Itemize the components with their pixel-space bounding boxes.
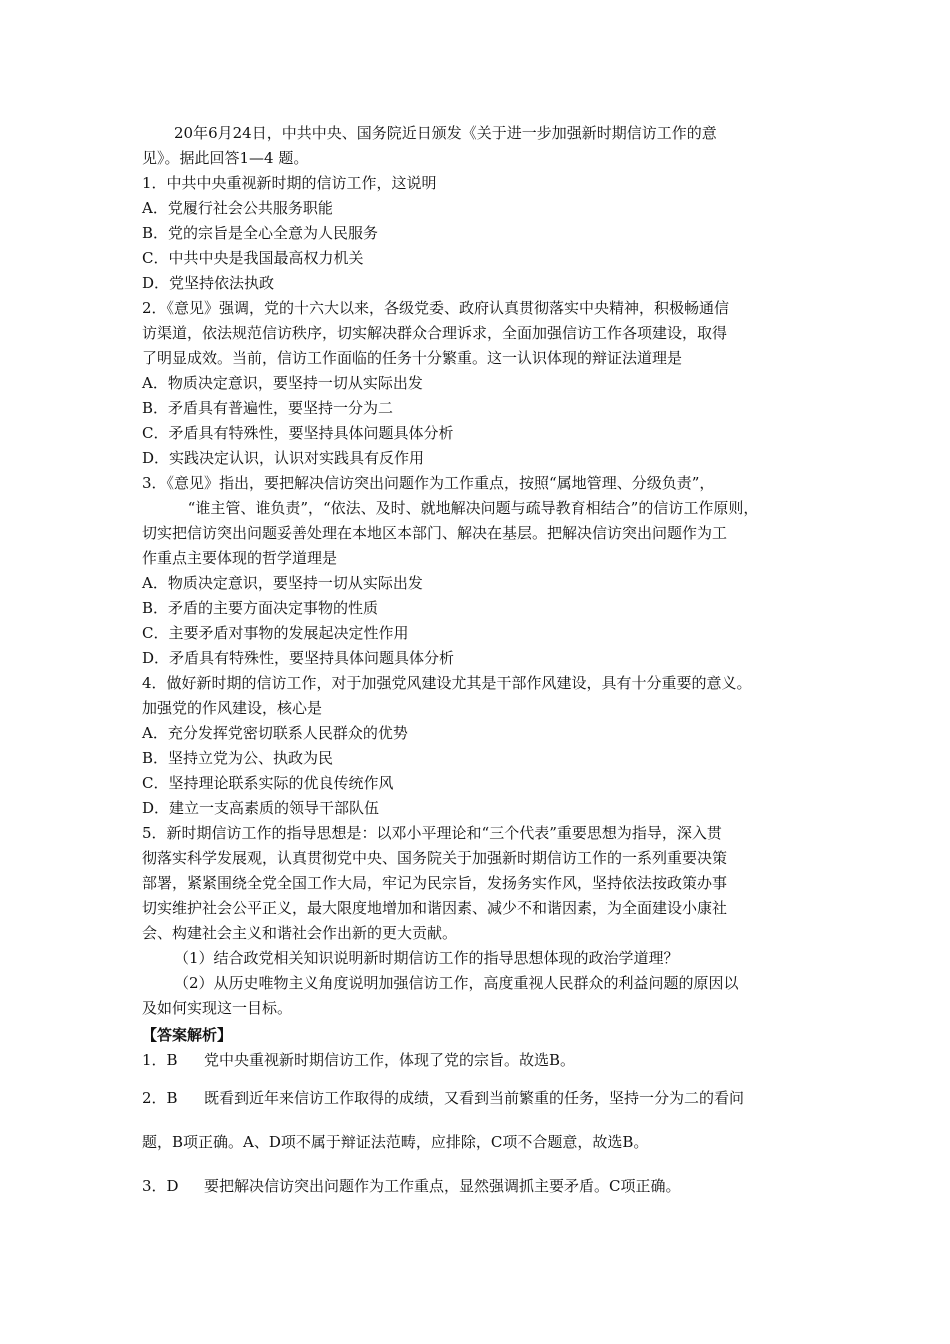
sub-question-1: （1）结合政党相关知识说明新时期信访工作的指导思想体现的政治学道理？ (174, 949, 679, 967)
intro-line-2: 见》。据此回答1—4 题。 (142, 149, 309, 167)
question-stem: 作重点主要体现的哲学道理是 (142, 549, 338, 567)
option-a: A．物质决定意识，要坚持一切从实际出发 (142, 374, 423, 392)
option-c: C．主要矛盾对事物的发展起决定性作用 (142, 624, 409, 642)
answer-2-cont: 题，B项正确。A、D项不属于辩证法范畴，应排除，C项不合题意，故选B。 (142, 1133, 649, 1151)
option-d: D．建立一支高素质的领导干部队伍 (142, 799, 380, 817)
question-1 (142, 171, 804, 296)
answer-1 (142, 1048, 804, 1073)
question-5 (142, 821, 804, 1021)
answer-number: 1．B (142, 1051, 178, 1069)
sub-question-2: （2）从历史唯物主义角度说明加强信访工作，高度重视人民群众的利益问题的原因以 (174, 974, 739, 992)
question-stem: 加强党的作风建设，核心是 (142, 699, 323, 717)
option-d: D．实践决定认识，认识对实践具有反作用 (142, 449, 425, 467)
option-a: A．充分发挥党密切联系人民群众的优势 (142, 724, 408, 742)
intro-line-1: 20年6月24日，中共中央、国务院近日颁发《关于进一步加强新时期信访工作的意 (174, 124, 717, 142)
option-b: B．矛盾的主要方面决定事物的性质 (142, 599, 379, 617)
question-stem: 部署，紧紧围绕全党全国工作大局，牢记为民宗旨，发扬务实作风，坚持依法按政策办事 (142, 874, 728, 892)
answer-number: 2．B (142, 1089, 178, 1107)
option-d: D．党坚持依法执政 (142, 274, 275, 292)
question-stem: “谁主管、谁负责”，“依法、及时、就地解决问题与疏导教育相结合”的信访工作原则， (187, 499, 759, 517)
answer-3 (142, 1174, 804, 1199)
question-stem: 访渠道，依法规范信访秩序，切实解决群众合理诉求，全面加强信访工作各项建设，取得 (142, 324, 728, 342)
question-stem: 了明显成效。当前，信访工作面临的任务十分繁重。这一认识体现的辩证法道理是 (142, 349, 683, 367)
question-stem: 切实维护社会公平正义，最大限度地增加和谐因素、减少不和谐因素，为全面建设小康社 (142, 899, 728, 917)
option-b: B．坚持立党为公、执政为民 (142, 749, 334, 767)
answer-text: 党中央重视新时期信访工作，体现了党的宗旨。故选B。 (204, 1051, 576, 1069)
question-stem: 切实把信访突出问题妥善处理在本地区本部门、解决在基层。把解决信访突出问题作为工 (142, 524, 728, 542)
option-a: A．党履行社会公共服务职能 (142, 199, 333, 217)
option-c: C．坚持理论联系实际的优良传统作风 (142, 774, 394, 792)
question-4 (142, 671, 804, 821)
answer-2 (142, 1086, 804, 1111)
answer-text: 既看到近年来信访工作取得的成绩，又看到当前繁重的任务，坚持一分为二的看问 (204, 1089, 745, 1107)
option-a: A．物质决定意识，要坚持一切从实际出发 (142, 574, 423, 592)
answer-number: 3．D (142, 1177, 179, 1195)
question-stem: 1．中共中央重视新时期的信访工作，这说明 (142, 174, 437, 192)
option-c: C．中共中央是我国最高权力机关 (142, 249, 364, 267)
option-c: C．矛盾具有特殊性，要坚持具体问题具体分析 (142, 424, 454, 442)
answer-text: 要把解决信访突出问题作为工作重点，显然强调抓主要矛盾。C项正确。 (204, 1177, 681, 1195)
document-page (142, 121, 804, 1199)
option-d: D．矛盾具有特殊性，要坚持具体问题具体分析 (142, 649, 455, 667)
question-2 (142, 296, 804, 471)
question-stem: 2．《意见》强调，党的十六大以来，各级党委、政府认真贯彻落实中央精神，积极畅通信 (142, 299, 730, 317)
option-b: B．党的宗旨是全心全意为人民服务 (142, 224, 379, 242)
question-3 (142, 471, 804, 671)
answer-heading: 【答案解析】 (142, 1026, 233, 1044)
sub-question-2-cont: 及如何实现这一目标。 (142, 999, 293, 1017)
option-b: B．矛盾具有普遍性，要坚持一分为二 (142, 399, 394, 417)
question-stem: 会、构建社会主义和谐社会作出新的更大贡献。 (142, 924, 458, 942)
question-stem: 3．《意见》指出，要把解决信访突出问题作为工作重点，按照“属地管理、分级负责”， (142, 474, 715, 492)
question-stem: 4．做好新时期的信访工作，对于加强党风建设尤其是干部作风建设，具有十分重要的意义。 (142, 674, 752, 692)
question-stem: 5．新时期信访工作的指导思想是：以邓小平理论和“三个代表”重要思想为指导，深入贯 (142, 824, 722, 842)
question-stem: 彻落实科学发展观，认真贯彻党中央、国务院关于加强新时期信访工作的一系列重要决策 (142, 849, 728, 867)
